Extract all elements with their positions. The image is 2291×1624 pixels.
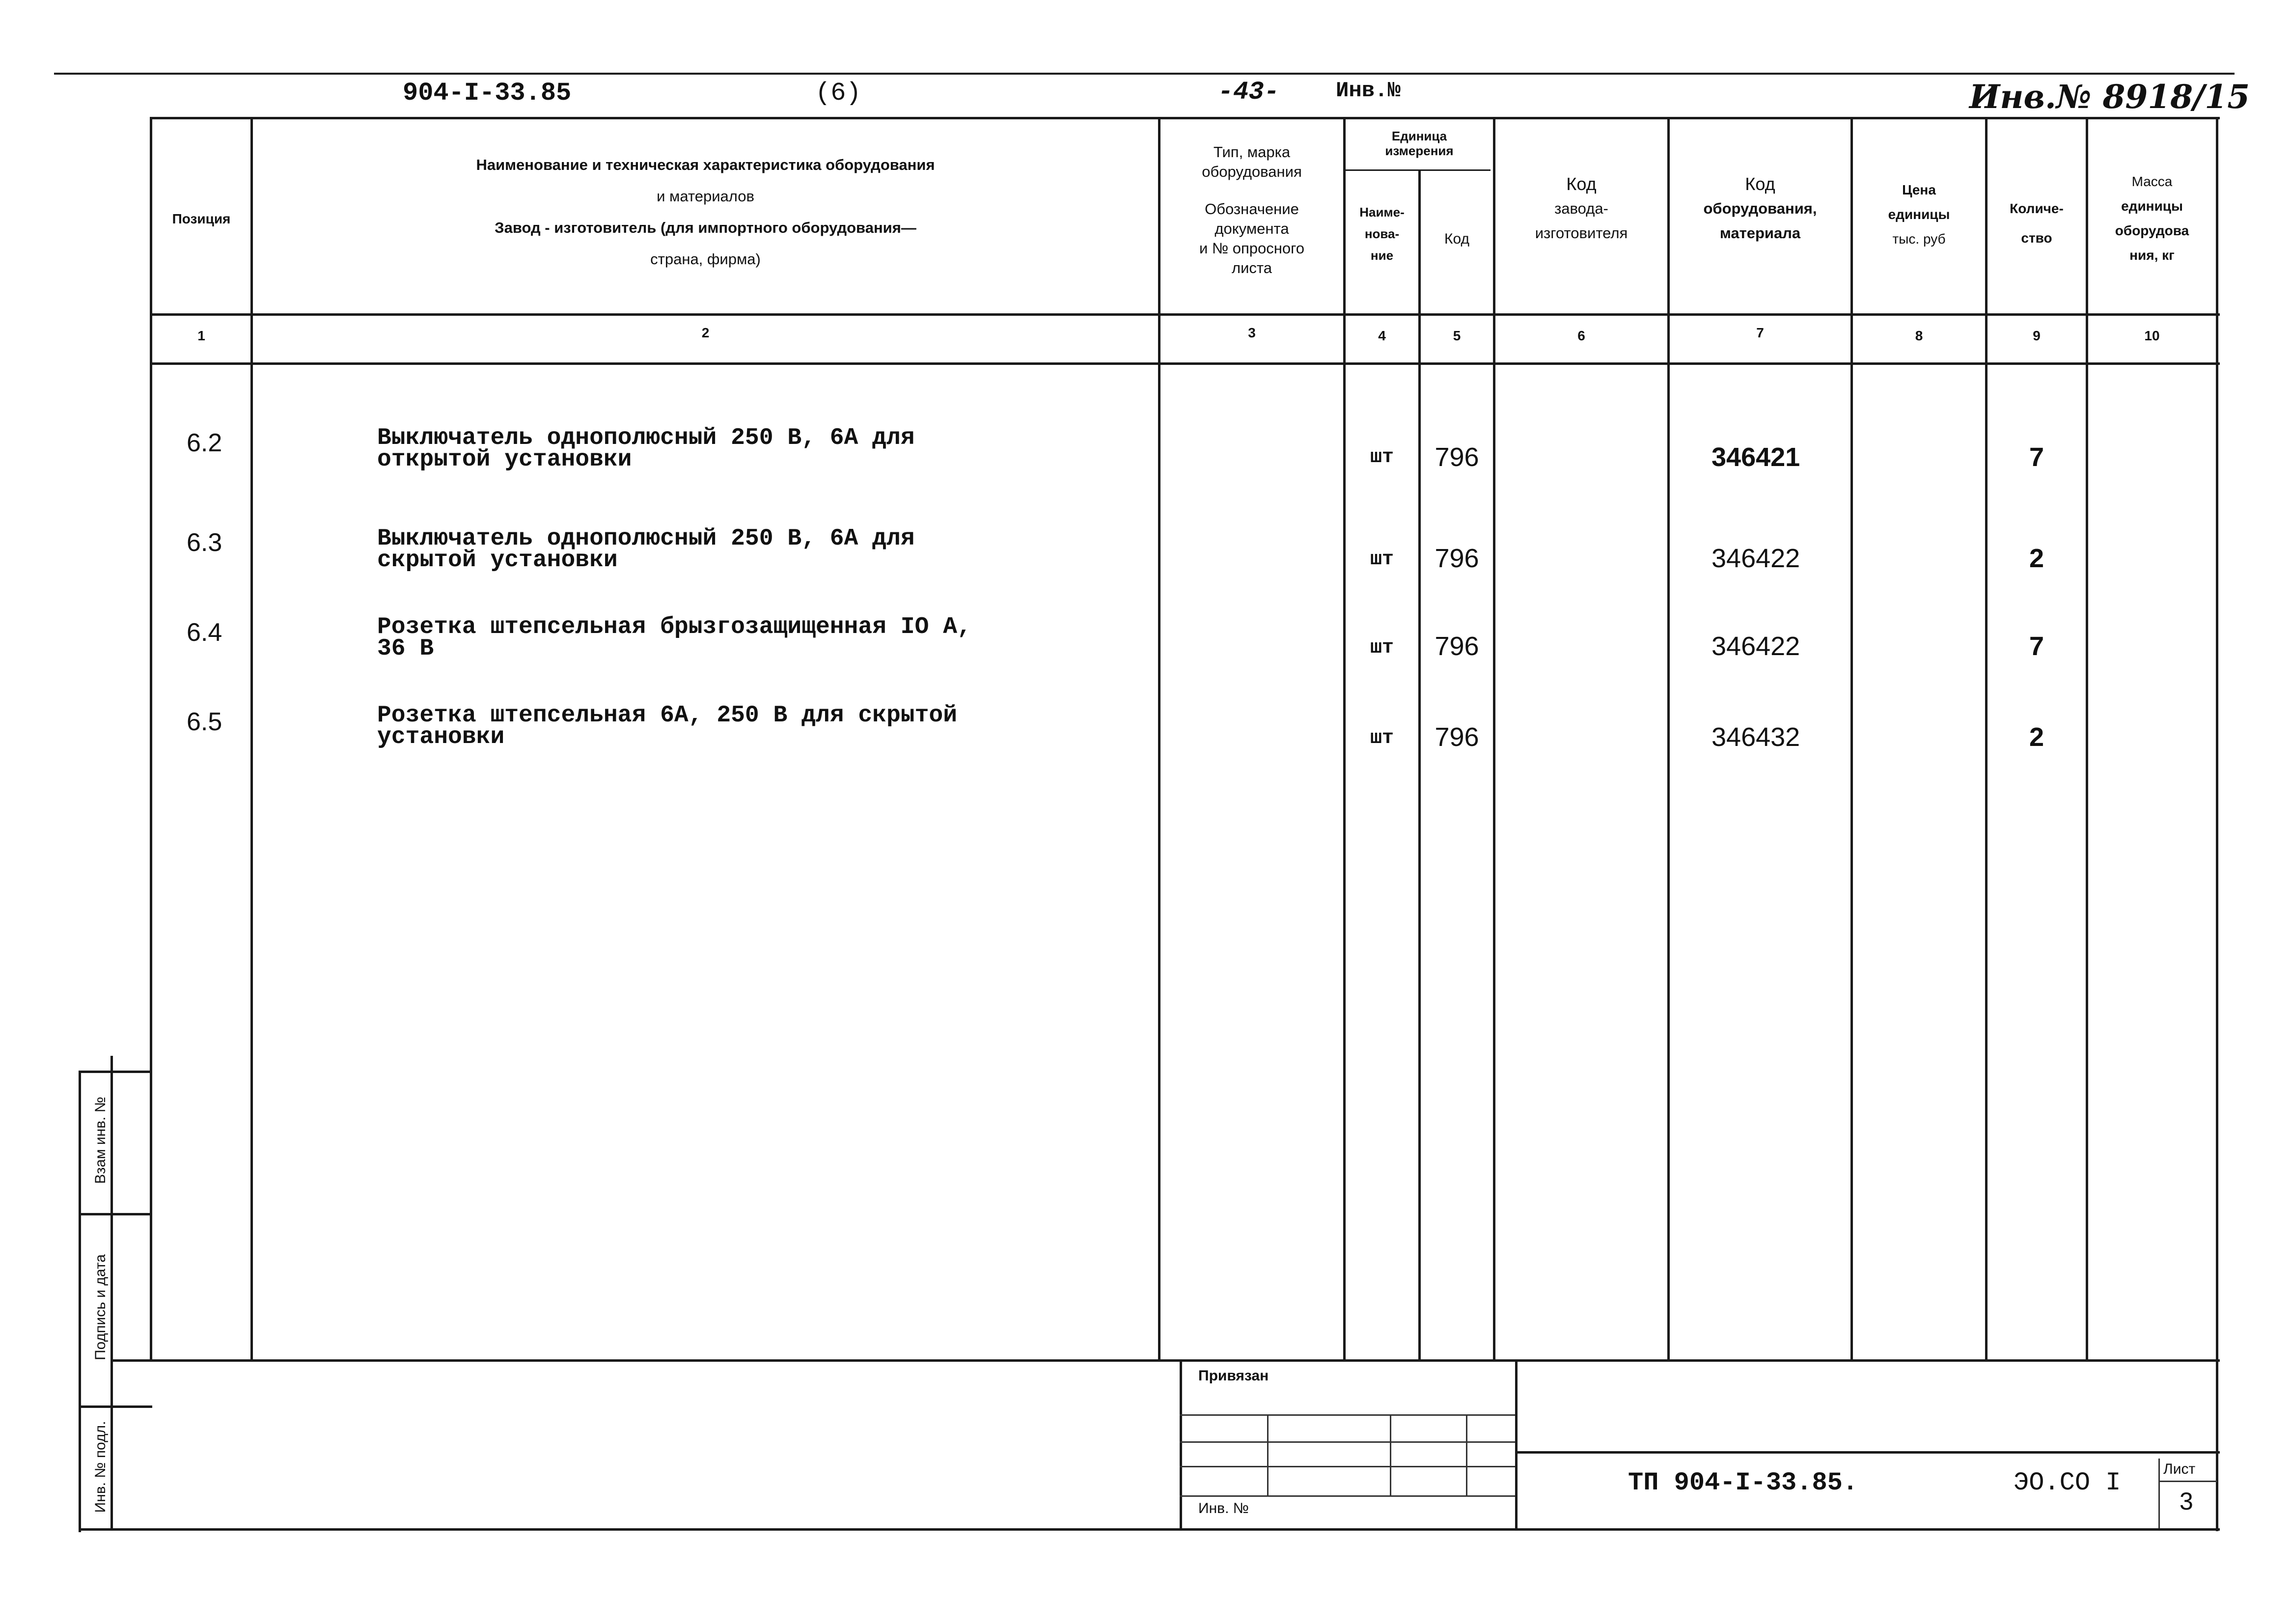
header-unit-group: Единица измерения [1385,129,1454,158]
row-quantity: 2 [2029,544,2044,573]
row-position: 6.3 [187,528,222,557]
handwritten-inventory-number: Инв.№ 8918/15 [1969,78,2250,116]
row-quantity: 7 [2029,632,2044,661]
header-factory-code: Код завода- изготовителя [1535,174,1628,242]
bound-label: Привязан [1198,1368,1269,1384]
row-unit-code: 796 [1435,722,1479,752]
row-position: 6.2 [187,429,222,457]
header-unit-code: Код [1444,231,1469,247]
col-number-8: 8 [1915,328,1923,343]
header-type: Тип, марка оборудования Обозначение документа и № опросного листа [1199,143,1305,276]
row-name: Выключатель однополюсный 250 В, 6А для скрытой установки [377,525,915,574]
row-unit-code: 796 [1435,632,1479,661]
document-designation: ТП 904-I-33.85. [1628,1468,1858,1497]
col-number-2: 2 [701,325,710,340]
row-material-code: 346422 [1711,544,1800,573]
header-quantity: Количе- ство [2010,201,2064,246]
sheet-label: Лист [2163,1461,2196,1477]
header-unit-name: Наиме- нова- ние [1359,205,1405,263]
header-mass: Масса единицы оборудова ния, кг [2115,174,2189,263]
section-number: (6) [815,79,861,108]
sheet-code: ЭО.СО I [2014,1468,2121,1497]
row-unit: шт [1370,549,1394,571]
inventory-label: Инв.№ [1336,79,1401,103]
stamp-signature-date: Подпись и дата [92,1254,109,1360]
row-quantity: 7 [2029,442,2044,472]
row-unit-code: 796 [1435,544,1479,573]
row-position: 6.5 [187,708,222,736]
header-position: Позиция [172,211,231,226]
col-number-6: 6 [1577,328,1585,343]
col-number-4: 4 [1378,328,1386,343]
row-unit: шт [1370,637,1394,659]
page-number: -43- [1218,78,1279,107]
col-number-1: 1 [197,328,205,343]
col-number-5: 5 [1453,328,1461,343]
row-name: Розетка штепсельная 6А, 250 В для скрытой установки [377,702,957,750]
row-quantity: 2 [2029,722,2044,752]
stamp-replacing-inventory: Взам инв. № [92,1097,109,1184]
col-number-7: 7 [1756,325,1764,340]
row-material-code: 346422 [1711,632,1800,661]
row-name: Розетка штепсельная брызгозащищенная IO А, 36 В [377,614,971,662]
header-name: Наименование и техническая характеристика оборудования и материалов Завод - изготовитель (для импортного оборудования— страна, фирма) [476,156,935,268]
row-position: 6.4 [187,618,222,647]
stamp-original-inventory: Инв. № подл. [92,1421,109,1513]
header-material-code: Код оборудования, материала [1703,174,1817,242]
col-number-3: 3 [1248,325,1256,340]
col-number-9: 9 [2033,328,2041,343]
row-unit: шт [1370,446,1394,468]
row-unit-code: 796 [1435,442,1479,472]
row-name: Выключатель однополюсный 250 В, 6А для открытой установки [377,425,915,473]
sheet-number: 3 [2180,1487,2193,1515]
header-price: Цена единицы тыс. руб [1888,182,1950,247]
row-material-code: 346421 [1711,442,1800,472]
row-unit: шт [1370,727,1394,749]
document-code: 904-I-33.85 [403,79,572,108]
col-number-10: 10 [2144,328,2160,343]
row-material-code: 346432 [1711,722,1800,752]
title-inventory-label: Инв. № [1198,1500,1249,1516]
